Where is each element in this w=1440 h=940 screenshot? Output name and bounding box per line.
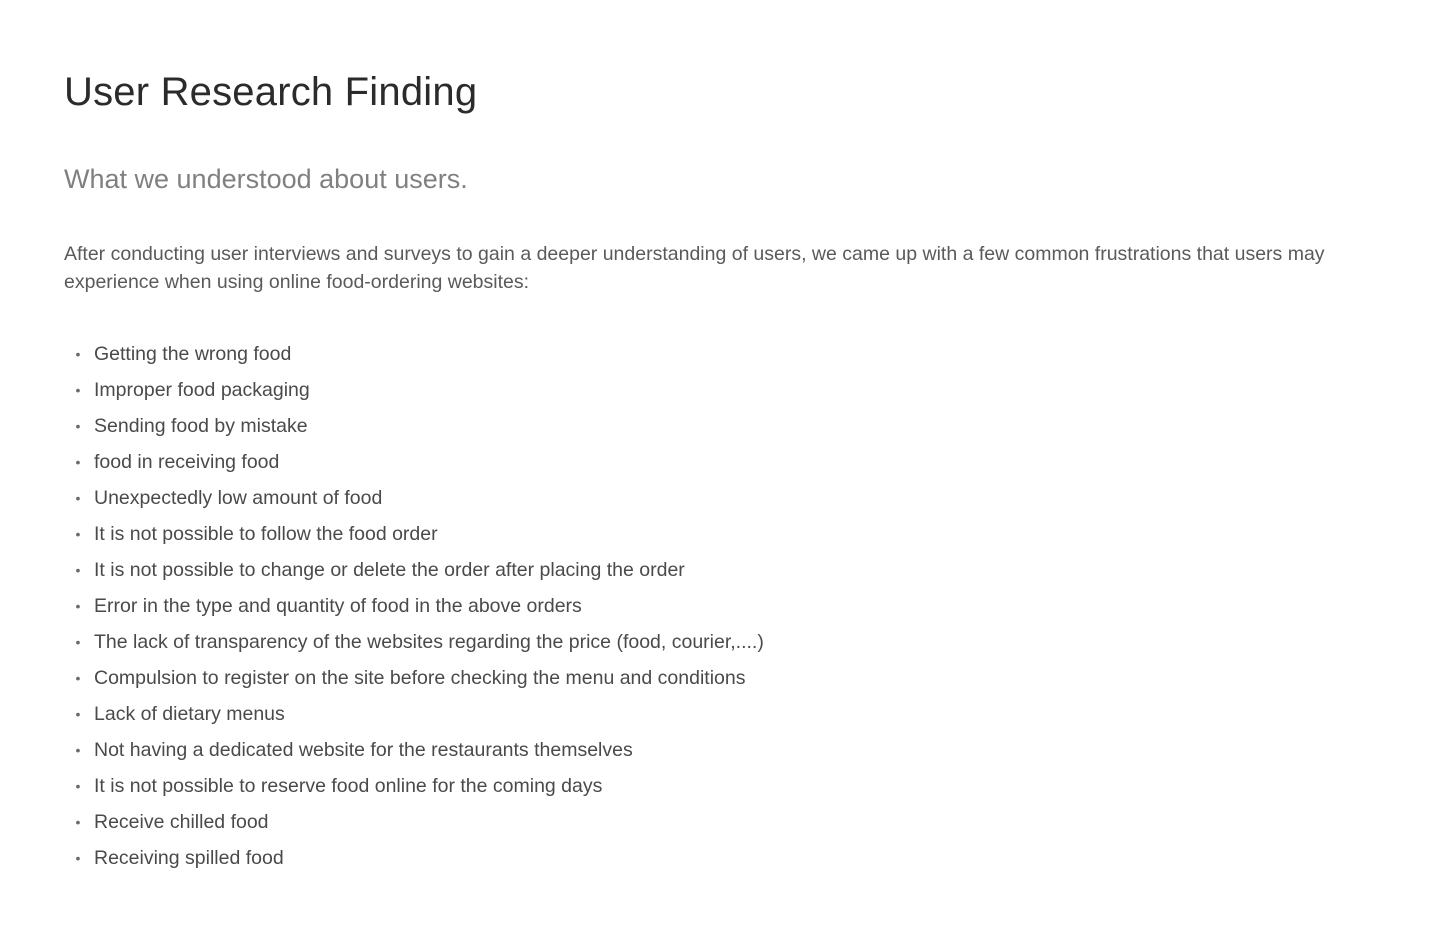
- bullet-icon: •: [75, 778, 81, 794]
- bullet-icon: •: [75, 670, 81, 686]
- finding-item: [64, 336, 764, 372]
- finding-text: Lack of dietary menus: [94, 703, 285, 725]
- finding-item: [64, 588, 764, 624]
- finding-text: Receive chilled food: [94, 811, 269, 833]
- finding-item: [64, 660, 764, 696]
- finding-text: Compulsion to register on the site before checking the menu and conditions: [94, 667, 746, 689]
- bullet-icon: •: [75, 562, 81, 578]
- bullet-icon: •: [75, 418, 81, 434]
- finding-text: The lack of transparency of the websites regarding the price (food, courier,....): [94, 631, 764, 653]
- findings-list: [64, 336, 764, 876]
- finding-text: Sending food by mistake: [94, 415, 308, 437]
- bullet-icon: •: [75, 634, 81, 650]
- finding-text: food in receiving food: [94, 451, 280, 473]
- finding-item: [64, 480, 764, 516]
- finding-text: Not having a dedicated website for the restaurants themselves: [94, 739, 633, 761]
- finding-text: Error in the type and quantity of food in the above orders: [94, 595, 582, 617]
- bullet-icon: •: [75, 526, 81, 542]
- finding-text: It is not possible to change or delete the order after placing the order: [94, 559, 685, 581]
- bullet-icon: •: [75, 382, 81, 398]
- finding-text: Improper food packaging: [94, 379, 310, 401]
- finding-item: [64, 624, 764, 660]
- finding-text: Receiving spilled food: [94, 847, 284, 869]
- page-title: User Research Finding: [64, 70, 478, 114]
- finding-text: Getting the wrong food: [94, 343, 292, 365]
- finding-text: It is not possible to follow the food order: [94, 523, 438, 545]
- finding-item: [64, 840, 764, 876]
- finding-item: [64, 444, 764, 480]
- finding-item: [64, 696, 764, 732]
- finding-item: [64, 372, 764, 408]
- bullet-icon: •: [75, 598, 81, 614]
- intro-paragraph: After conducting user interviews and surveys to gain a deeper understanding of users, we came up with a few common frustrations that users may experience when using online food-ordering websites:: [64, 243, 1325, 293]
- bullet-icon: •: [75, 454, 81, 470]
- finding-item: [64, 552, 764, 588]
- finding-text: Unexpectedly low amount of food: [94, 487, 383, 509]
- finding-item: [64, 732, 764, 768]
- bullet-icon: •: [75, 346, 81, 362]
- bullet-icon: •: [75, 490, 81, 506]
- bullet-icon: •: [75, 814, 81, 830]
- finding-text: It is not possible to reserve food online for the coming days: [94, 775, 603, 797]
- finding-item: [64, 768, 764, 804]
- bullet-icon: •: [75, 706, 81, 722]
- finding-item: [64, 804, 764, 840]
- bullet-icon: •: [75, 850, 81, 866]
- finding-item: [64, 516, 764, 552]
- bullet-icon: •: [75, 742, 81, 758]
- page-subtitle: What we understood about users.: [64, 164, 468, 194]
- finding-item: [64, 408, 764, 444]
